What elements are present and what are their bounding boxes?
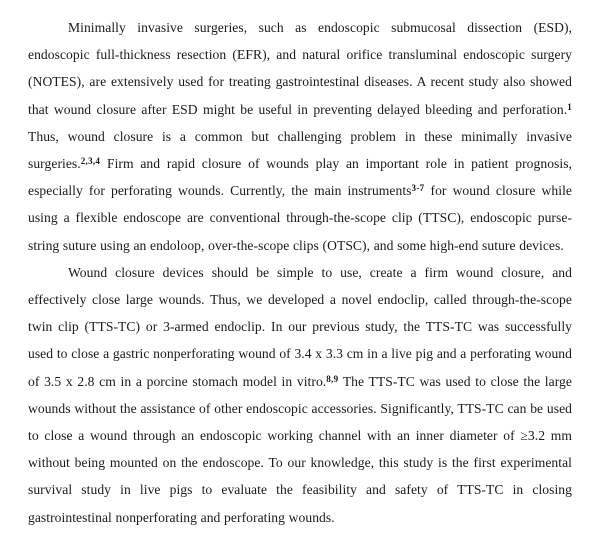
reference-superscript: 8,9 (326, 373, 339, 384)
reference-superscript: 2,3,4 (80, 155, 101, 166)
reference-superscript: 1 (567, 101, 572, 112)
body-paragraph-2: Wound closure devices should be simple to use, create a firm wound closure, and effectively close large wounds. Thus, we developed a novel endoclip, called through-the-scope twin clip (TTS-TC) or 3-armed endoclip. In our previous study, the TTS-TC was successfully used to close a gastric nonperforating wound of 3.4 x 3.3 cm in a live pig and a perforating wound of 3.5 x 2.8 cm in a porcine stomach model in vitro.$^{8,9}$ The TTS-TC was used to close the large wounds without the assistance of other endoscopic accessories. Significantly, TTS-TC can be used to close a wound through an endoscopic working channel with an inner diameter of ≥3.2 mm without being mounted on the endoscope. To our knowledge, this study is the first experimental survival study in live pigs to evaluate the feasibility and safety of TTS-TC in closing gastrointestinal nonperforating and perforating wounds. (28, 264, 572, 525)
reference-superscript: 3-7 (411, 183, 425, 194)
body-paragraph-1: Minimally invasive surgeries, such as endoscopic submucosal dissection (ESD), endoscopic full-thickness resection (EFR), and natural orifice transluminal endoscopic surgery (NOTES), are extensively used for treating gastrointestinal diseases. A recent study also showed that wound closure after ESD might be useful in preventing delayed bleeding and perforation.$^1$ Thus, wound closure is a common but challenging problem in these minimally invasive surgeries.$^{2,3,4}$ Firm and rapid closure of wounds play an important role in patient prognosis, especially for perforating wounds. Currently, the main instruments$^{3-7}$ for wound closure while using a flexible endoscope are conventional through-the-scope clip (TTSC), endoscopic purse-string suture using an endoloop, over-the-scope clips (OTSC), and some high-end suture devices. (28, 20, 573, 253)
